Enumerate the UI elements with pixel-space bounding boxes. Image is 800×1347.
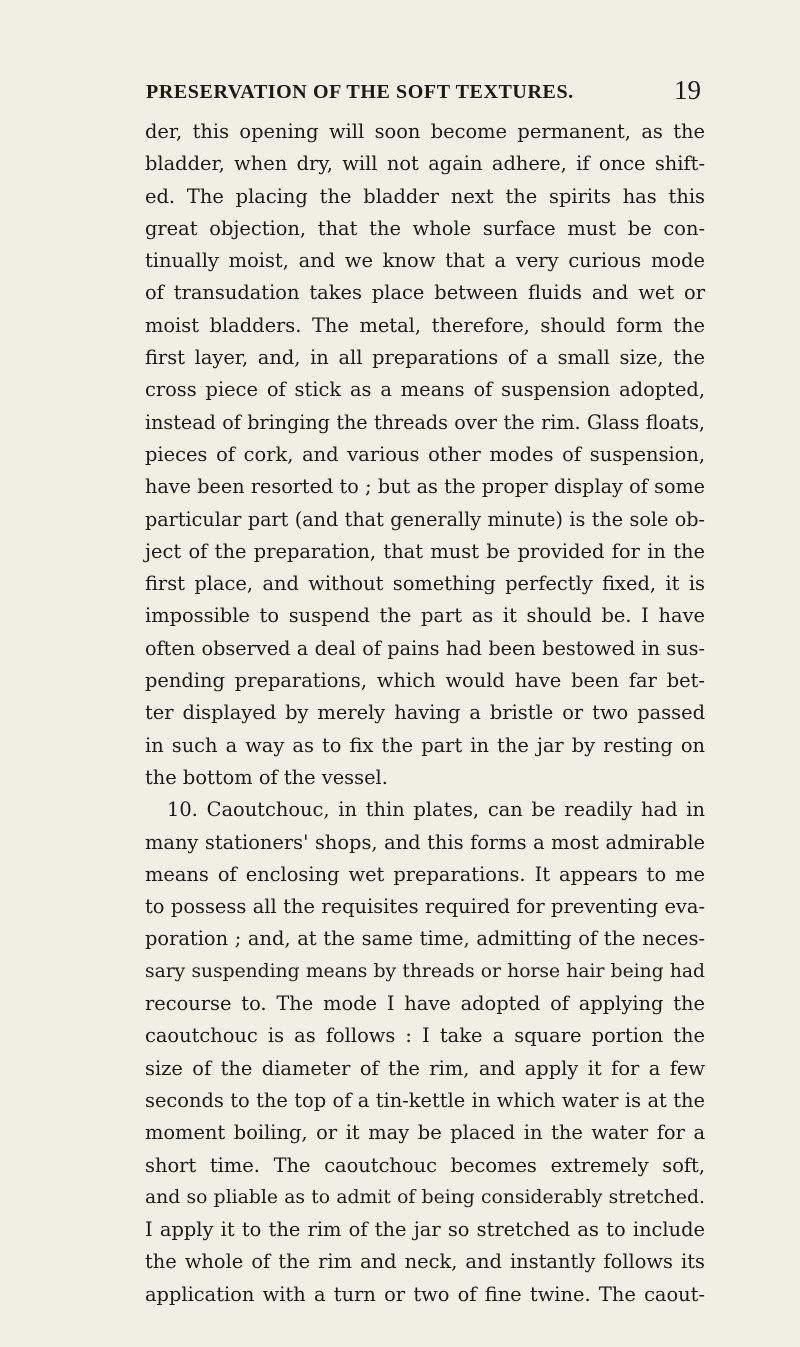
text-line: I apply it to the rim of the jar so stretched as to include (145, 1218, 705, 1242)
body-text (145, 116, 705, 1311)
text-line: der, this opening will soon become permanent, as the (145, 120, 705, 143)
text-line: short time. The caoutchouc becomes extremely soft, (145, 1153, 705, 1177)
text-line: pieces of cork, and various other modes of suspension, (145, 442, 705, 466)
text-line: cross piece of stick as a means of suspension adopted, (145, 378, 705, 402)
paragraph-2 (145, 794, 705, 1311)
text-line: means of enclosing wet preparations. It appears to me (145, 862, 705, 886)
text-line: size of the diameter of the rim, and apply it for a few (145, 1056, 705, 1080)
text-line: the whole of the rim and neck, and instantly follows its (145, 1250, 705, 1274)
text-line: tinually moist, and we know that a very curious mode (145, 249, 705, 273)
text-line: seconds to the top of a tin-kettle in which water is at the (145, 1088, 705, 1112)
text-line: moist bladders. The metal, therefore, should form the (145, 313, 705, 337)
paragraph-1 (145, 116, 705, 794)
text-line: of transudation takes place between fluids and wet or (145, 281, 705, 305)
text-line: poration ; and, at the same time, admitting of the neces- (145, 927, 705, 951)
text-line: 10. Caoutchouc, in thin plates, can be readily had in (167, 798, 705, 822)
text-line: caoutchouc is as follows : I take a square portion the (145, 1024, 705, 1048)
text-line: have been resorted to ; but as the proper display of some (145, 475, 705, 499)
text-line: and so pliable as to admit of being considerably stretched. (145, 1186, 705, 1208)
text-line: sary suspending means by threads or horse hair being had (145, 960, 705, 982)
text-line: moment boiling, or it may be placed in the water for a (145, 1121, 705, 1145)
page-header (146, 77, 701, 109)
text-line: often observed a deal of pains had been bestowed in sus- (145, 636, 705, 660)
text-line: particular part (and that generally minute) is the sole ob- (145, 507, 705, 531)
text-line: application with a turn or two of fine twine. The caout- (145, 1282, 705, 1306)
text-line: first layer, and, in all preparations of a small size, the (145, 346, 705, 370)
text-line: to possess all the requisites required for preventing eva- (145, 895, 705, 919)
text-line: many stationers' shops, and this forms a most admirable (145, 830, 705, 854)
page-number: 19 (674, 75, 701, 105)
text-line: pending preparations, which would have been far bet- (145, 669, 705, 693)
text-line: instead of bringing the threads over the rim. Glass floats, (145, 410, 705, 434)
text-line: first place, and without something perfectly fixed, it is (145, 572, 705, 596)
running-head: PRESERVATION OF THE SOFT TEXTURES. (146, 81, 574, 103)
text-line: recourse to. The mode I have adopted of applying the (145, 992, 705, 1016)
text-line: impossible to suspend the part as it should be. I have (145, 604, 705, 628)
text-line: ed. The placing the bladder next the spirits has this (145, 184, 705, 208)
text-line: ject of the preparation, that must be provided for in the (145, 539, 705, 563)
text-line: great objection, that the whole surface must be con- (145, 216, 705, 240)
text-line: the bottom of the vessel. (145, 765, 388, 789)
text-line: bladder, when dry, will not again adhere, if once shift- (145, 152, 705, 176)
text-line: in such a way as to fix the part in the jar by resting on (145, 733, 705, 757)
text-line: ter displayed by merely having a bristle or two passed (145, 701, 705, 725)
